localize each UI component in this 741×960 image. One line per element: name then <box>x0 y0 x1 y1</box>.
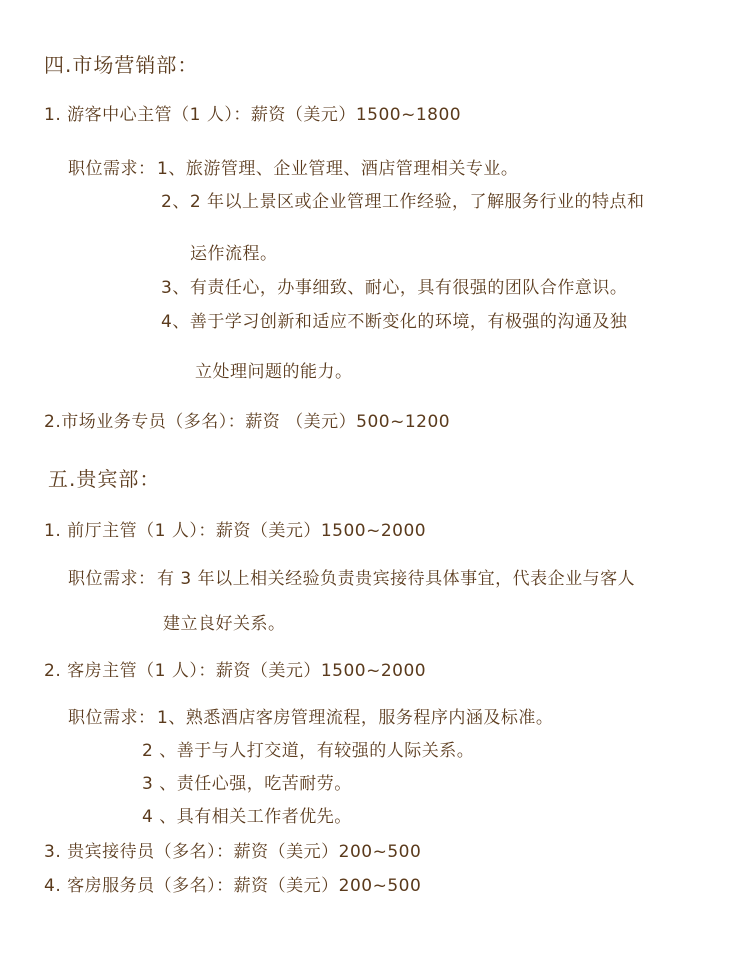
requirement-item: 1、旅游管理、企业管理、酒店管理相关专业。 <box>157 159 519 179</box>
requirements-label: 职位需求： <box>68 708 156 728</box>
position-title-vip-receptionist: 3. 贵宾接待员（多名）：薪资（美元）200~500 <box>44 842 422 862</box>
requirement-item: 3、有责任心，办事细致、耐心，具有很强的团队合作意识。 <box>161 278 628 298</box>
position-title-room-attendant: 4. 客房服务员（多名）：薪资（美元）200~500 <box>44 876 422 896</box>
position-title-visitor-center-supervisor: 1. 游客中心主管（1 人）：薪资（美元）1500~1800 <box>44 105 462 125</box>
requirement-item: 2 、善于与人打交道，有较强的人际关系。 <box>142 741 475 761</box>
requirements-label: 职位需求： <box>68 569 156 589</box>
section-heading-vip: 五.贵宾部： <box>48 467 161 491</box>
requirement-item: 2、2 年以上景区或企业管理工作经验，了解服务行业的特点和 <box>161 192 645 212</box>
requirement-item-continuation: 运作流程。 <box>190 244 278 264</box>
requirement-item: 1、熟悉酒店客房管理流程，服务程序内涵及标准。 <box>157 708 554 728</box>
requirement-item: 4、善于学习创新和适应不断变化的环境，有极强的沟通及独 <box>161 312 628 332</box>
position-title-marketing-specialist: 2.市场业务专员（多名）：薪资 （美元）500~1200 <box>44 412 451 432</box>
section-heading-marketing: 四.市场营销部： <box>44 53 199 77</box>
requirement-item-continuation: 建立良好关系。 <box>163 614 286 634</box>
requirements-label: 职位需求： <box>68 159 156 179</box>
requirement-item: 有 3 年以上相关经验负责贵宾接待具体事宜，代表企业与客人 <box>157 569 636 589</box>
requirement-item-continuation: 立处理问题的能力。 <box>195 362 353 382</box>
position-title-front-desk-supervisor: 1. 前厅主管（1 人）：薪资（美元）1500~2000 <box>44 521 427 541</box>
requirement-item: 3 、责任心强，吃苦耐劳。 <box>142 774 352 794</box>
position-title-housekeeping-supervisor: 2. 客房主管（1 人）：薪资（美元）1500~2000 <box>44 661 427 681</box>
requirement-item: 4 、具有相关工作者优先。 <box>142 807 352 827</box>
